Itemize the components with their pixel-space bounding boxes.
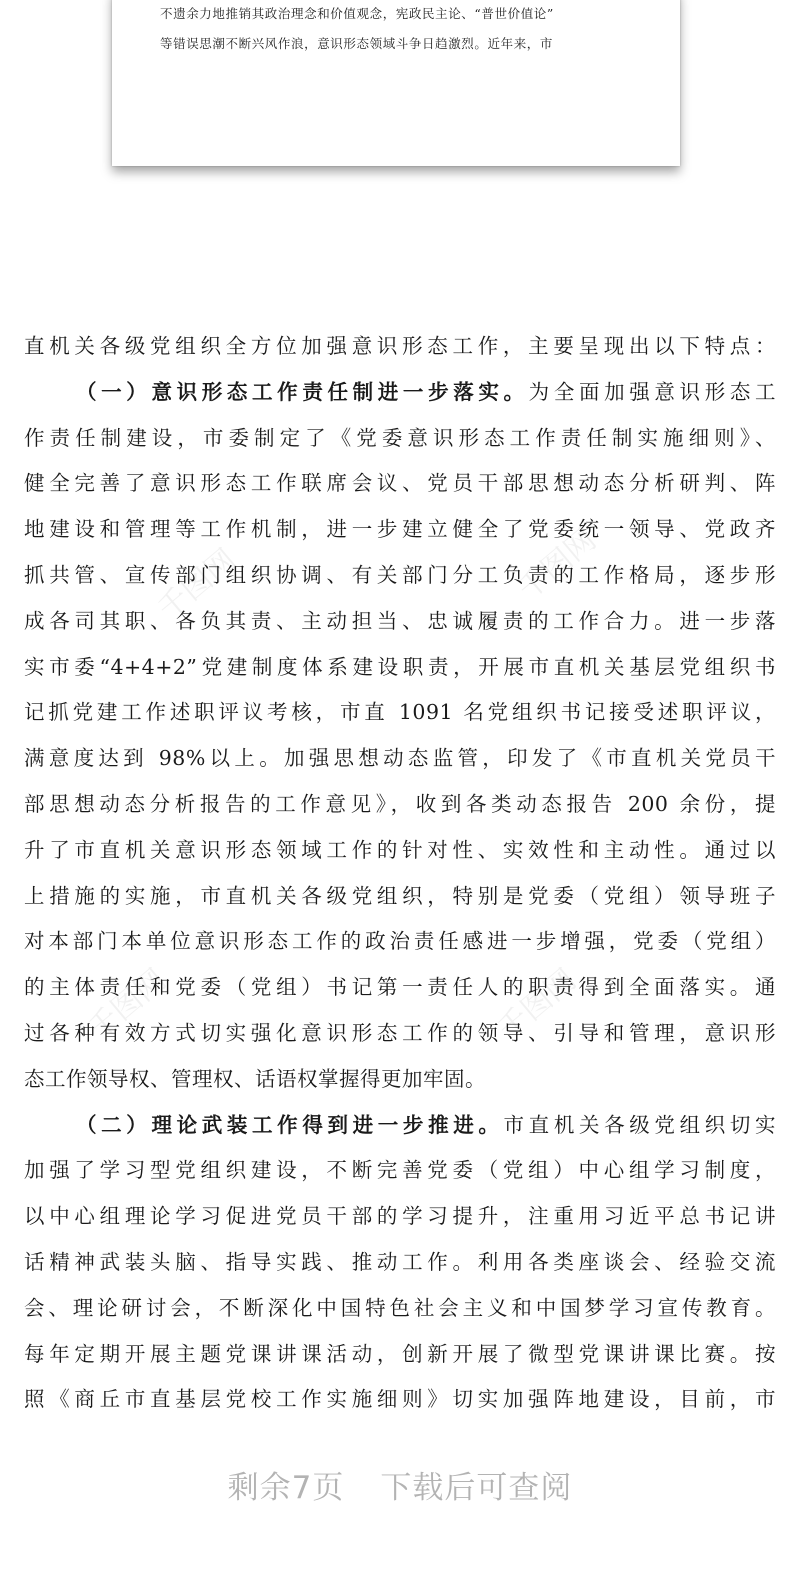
paragraph-line: 照《商丘市直基层党校工作实施细则》切实加强阵地建设，目前，市 bbox=[24, 1387, 776, 1412]
paragraph-line: 升了市直机关意识形态领域工作的针对性、实效性和主动性。通过以 bbox=[24, 837, 776, 862]
paragraph-line: 抓共管、宣传部门组织协调、有关部门分工负责的工作格局，逐步形 bbox=[24, 562, 776, 587]
paragraph-line: 上措施的实施，市直机关各级党组织，特别是党委（党组）领导班子 bbox=[24, 883, 776, 908]
download-prompt[interactable] bbox=[0, 1462, 800, 1507]
paragraph-line: 态工作领导权、管理权、话语权掌握得更加牢固。 bbox=[24, 1066, 486, 1091]
paragraph-line: 实市委“4+4+2”党建制度体系建设职责，开展市直机关基层党组织书 bbox=[24, 654, 776, 679]
section-heading-line: （一）意识形态工作责任制进一步落实。为全面加强意识形态工 bbox=[76, 379, 777, 404]
paragraph-line: 对本部门本单位意识形态工作的政治责任感进一步增强，党委（党组） bbox=[24, 929, 776, 954]
watermark: 千图网 bbox=[491, 962, 583, 1048]
paragraph-line: 部思想动态分析报告的工作意见》，收到各类动态报告 200 余份，提 bbox=[24, 791, 776, 816]
download-to-view-label[interactable]: 下载后可查阅 bbox=[380, 1470, 573, 1506]
watermark: 千图网 bbox=[511, 522, 603, 608]
watermark: 千图网 bbox=[81, 962, 173, 1048]
paragraph-line: 成各司其职、各负其责、主动担当、忠诚履责的工作合力。进一步落 bbox=[24, 608, 776, 633]
paragraph-line: 过各种有效方式切实强化意识形态工作的领导、引导和管理，意识形 bbox=[24, 1020, 776, 1045]
paragraph-line: 加强了学习型党组织建设，不断完善党委（党组）中心组学习制度， bbox=[24, 1158, 776, 1183]
section-heading: （一）意识形态工作责任制进一步落实。 bbox=[76, 379, 529, 404]
paragraph-line: 作责任制建设，市委制定了《党委意识形态工作责任制实施细则》、 bbox=[24, 425, 776, 450]
paragraph-line: 地建设和管理等工作机制，进一步建立健全了党委统一领导、党政齐 bbox=[24, 517, 776, 542]
paragraph-line: 的主体责任和党委（党组）书记第一责任人的职责得到全面落实。通 bbox=[24, 975, 776, 1000]
section-heading-line: （二）理论武装工作得到进一步推进。市直机关各级党组织切实 bbox=[76, 1112, 777, 1137]
section-heading: （二）理论武装工作得到进一步推进。 bbox=[76, 1112, 504, 1137]
paragraph-line: 健全完善了意识形态工作联席会议、党员干部思想动态分析研判、阵 bbox=[24, 471, 776, 496]
paragraph-line: 会、理论研讨会，不断深化中国特色社会主义和中国梦学习宣传教育。 bbox=[24, 1295, 776, 1320]
previous-page-preview bbox=[112, 0, 680, 166]
preview-line-1: 不遗余力地推销其政治理念和价值观念，宪政民主论、“普世价值论” bbox=[160, 6, 554, 21]
preview-line-2: 等错误思潮不断兴风作浪，意识形态领域斗争日趋激烈。近年来，市 bbox=[160, 36, 554, 51]
paragraph-line: 满意度达到 98%以上。加强思想动态监管，印发了《市直机关党员干 bbox=[24, 746, 776, 771]
document-body bbox=[24, 330, 776, 1429]
remaining-pages-label: 剩余7页 bbox=[227, 1470, 345, 1506]
paragraph-line: 直机关各级党组织全方位加强意识形态工作，主要呈现出以下特点： bbox=[24, 334, 776, 358]
paragraph-line: 每年定期开展主题党课讲课活动，创新开展了微型党课讲课比赛。按 bbox=[24, 1341, 776, 1366]
paragraph-line: 以中心组理论学习促进党员干部的学习提升，注重用习近平总书记讲 bbox=[24, 1204, 776, 1229]
paragraph-line: 记抓党建工作述职评议考核，市直 1091 名党组织书记接受述职评议， bbox=[24, 700, 776, 725]
watermark: 千图网 bbox=[151, 542, 243, 628]
paragraph-line: 话精神武装头脑、指导实践、推动工作。利用各类座谈会、经验交流 bbox=[24, 1249, 776, 1274]
